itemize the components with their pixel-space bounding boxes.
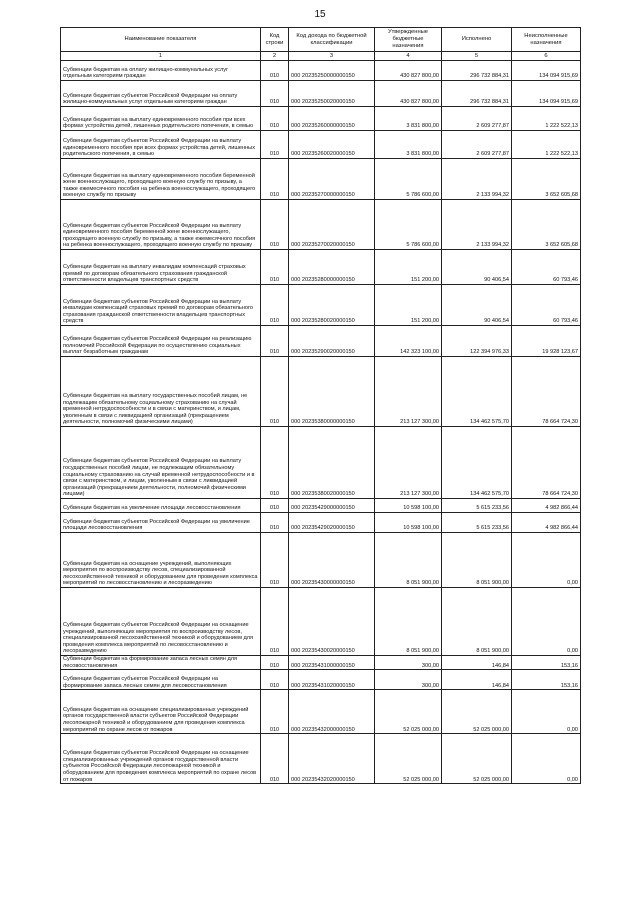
row-remaining: 1 222 522,13 (512, 131, 581, 159)
row-income-code: 000 20235431000000150 (289, 656, 375, 670)
row-name: Субвенции бюджетам субъектов Российской Федерации на формирование запаса лесных семян для лесовосстановления (61, 670, 261, 690)
row-line-code: 010 (261, 499, 289, 513)
row-line-code: 010 (261, 588, 289, 656)
table-row (61, 285, 581, 326)
row-approved: 52 025 000,00 (375, 690, 442, 734)
row-executed: 52 025 000,00 (442, 734, 512, 784)
row-income-code: 000 20235250020000150 (289, 81, 375, 107)
column-header-remaining: Неисполненные назначения (512, 28, 581, 52)
row-approved: 213 127 300,00 (375, 357, 442, 427)
row-name: Субвенции бюджетам на оснащение специализированных учреждений органов государственной власти субъектов Российской Федерации лесопожарной техникой и оборудованием для проведения комплекса мероприятий по охране лесов от пожаров (61, 690, 261, 734)
table-row (61, 357, 581, 427)
row-approved: 8 051 900,00 (375, 588, 442, 656)
row-executed: 2 609 277,87 (442, 131, 512, 159)
row-remaining: 3 652 605,68 (512, 159, 581, 200)
row-approved: 430 827 800,00 (375, 81, 442, 107)
row-remaining: 60 793,46 (512, 250, 581, 285)
column-header-indicator-name: Наименование показателя (61, 28, 261, 52)
row-executed: 122 394 976,33 (442, 326, 512, 357)
row-remaining: 0,00 (512, 533, 581, 588)
row-name: Субвенции бюджетам на оснащение учреждений, выполняющих мероприятия по воспроизводству лесов, специализированной лесохозяйственной техникой и оборудованием для проведения комплекса мероприятий по лесовосстановлению и лесоразведению (61, 533, 261, 588)
row-executed: 8 051 900,00 (442, 588, 512, 656)
row-name: Субвенции бюджетам на увеличение площади лесовосстановления (61, 499, 261, 513)
row-name: Субвенции бюджетам субъектов Российской Федерации на выплату инвалидам компенсаций страховых премий по договорам обязательного страхования гражданской ответственности владельцев транспортных средств (61, 285, 261, 326)
row-income-code: 000 20235290020000150 (289, 326, 375, 357)
row-income-code: 000 20235260000000150 (289, 107, 375, 131)
row-name: Субвенции бюджетам субъектов Российской Федерации на оснащение специализированных учреждений органов государственной власти субъектов Российской Федерации лесопожарной техникой и оборудованием для проведения комплекса мероприятий по охране лесов от пожаров (61, 734, 261, 784)
row-approved: 3 831 800,00 (375, 107, 442, 131)
table-row (61, 107, 581, 131)
row-line-code: 010 (261, 656, 289, 670)
row-name: Субвенции бюджетам на выплату инвалидам компенсаций страховых премий по договорам обязательного страхования гражданской ответственности владельцев транспортных средств (61, 250, 261, 285)
row-executed: 90 406,54 (442, 285, 512, 326)
row-income-code: 000 20235380000000150 (289, 357, 375, 427)
row-remaining: 78 664 724,30 (512, 357, 581, 427)
row-name: Субвенции бюджетам субъектов Российской Федерации на выплату единовременного пособия при всех формах устройства детей, лишенных родительского попечения, в семью (61, 131, 261, 159)
row-approved: 52 025 000,00 (375, 734, 442, 784)
row-remaining: 0,00 (512, 690, 581, 734)
column-number: 6 (512, 52, 581, 61)
row-line-code: 010 (261, 326, 289, 357)
row-approved: 5 786 600,00 (375, 200, 442, 250)
row-remaining: 153,16 (512, 656, 581, 670)
row-name: Субвенции бюджетам субъектов Российской Федерации на реализацию полномочий Российской Федерации по осуществлению социальных выплат безработным гражданам (61, 326, 261, 357)
row-approved: 5 786 600,00 (375, 159, 442, 200)
row-remaining: 4 982 866,44 (512, 499, 581, 513)
table-row (61, 250, 581, 285)
row-remaining: 0,00 (512, 588, 581, 656)
row-approved: 300,00 (375, 656, 442, 670)
row-remaining: 19 928 123,67 (512, 326, 581, 357)
table-row (61, 81, 581, 107)
row-income-code: 000 20235260020000150 (289, 131, 375, 159)
column-number: 1 (61, 52, 261, 61)
column-number: 5 (442, 52, 512, 61)
row-line-code: 010 (261, 357, 289, 427)
row-income-code: 000 20235280020000150 (289, 285, 375, 326)
row-executed: 90 406,54 (442, 250, 512, 285)
row-approved: 8 051 900,00 (375, 533, 442, 588)
row-line-code: 010 (261, 734, 289, 784)
row-approved: 151 200,00 (375, 285, 442, 326)
row-approved: 430 827 800,00 (375, 61, 442, 81)
row-name: Субвенции бюджетам субъектов Российской Федерации на выплату государственных пособий лицам, не подлежащим обязательному социальному страхованию на случай временной нетрудоспособности и в связи с материнством, и лицам, уволенным в связи с ликвидацией организаций (прекращением деятельности, полномочий физическими лицами) (61, 427, 261, 499)
row-income-code: 000 20235432000000150 (289, 690, 375, 734)
row-line-code: 010 (261, 131, 289, 159)
row-approved: 10 598 100,00 (375, 499, 442, 513)
page-number: 15 (314, 9, 326, 20)
column-number: 4 (375, 52, 442, 61)
row-executed: 296 732 884,31 (442, 61, 512, 81)
row-income-code: 000 20235380020000150 (289, 427, 375, 499)
row-income-code: 000 20235430000000150 (289, 533, 375, 588)
table-row (61, 513, 581, 533)
row-executed: 296 732 884,31 (442, 81, 512, 107)
table-row (61, 734, 581, 784)
table-row (61, 533, 581, 588)
table-row (61, 61, 581, 81)
column-number: 3 (289, 52, 375, 61)
table-header-row (61, 28, 581, 52)
budget-execution-table (60, 27, 581, 784)
row-income-code: 000 20235280000000150 (289, 250, 375, 285)
row-line-code: 010 (261, 690, 289, 734)
row-income-code: 000 20235429000000150 (289, 499, 375, 513)
row-line-code: 010 (261, 107, 289, 131)
table-row (61, 427, 581, 499)
row-executed: 5 615 233,56 (442, 499, 512, 513)
row-line-code: 010 (261, 61, 289, 81)
row-executed: 2 133 994,32 (442, 159, 512, 200)
row-executed: 8 051 900,00 (442, 533, 512, 588)
table-body (61, 61, 581, 784)
row-name: Субвенции бюджетам на выплату единовременного пособия беременной жене военнослужащего, проходящего военную службу по призыву, а также ежемесячного пособия на ребенка военнослужащего, проходящего военную службу по призыву (61, 159, 261, 200)
row-income-code: 000 20235431020000150 (289, 670, 375, 690)
row-line-code: 010 (261, 200, 289, 250)
row-name: Субвенции бюджетам на оплату жилищно-коммунальных услуг отдельным категориям граждан (61, 61, 261, 81)
table-row (61, 200, 581, 250)
row-income-code: 000 20235430020000150 (289, 588, 375, 656)
row-income-code: 000 20235270020000150 (289, 200, 375, 250)
column-numbers-row (61, 52, 581, 61)
row-approved: 213 127 300,00 (375, 427, 442, 499)
table-row (61, 131, 581, 159)
row-line-code: 010 (261, 427, 289, 499)
row-executed: 146,84 (442, 656, 512, 670)
table-row (61, 670, 581, 690)
row-remaining: 3 652 605,68 (512, 200, 581, 250)
row-income-code: 000 20235429020000150 (289, 513, 375, 533)
row-remaining: 134 094 915,69 (512, 81, 581, 107)
row-income-code: 000 20235250000000150 (289, 61, 375, 81)
row-line-code: 010 (261, 513, 289, 533)
row-name: Субвенции бюджетам на выплату государственных пособий лицам, не подлежащим обязательному социальному страхованию на случай временной нетрудоспособности и в связи с материнством, и лицам, уволенным в связи с ликвидацией организаций (прекращением деятельности, полномочий физическими лицами) (61, 357, 261, 427)
row-remaining: 0,00 (512, 734, 581, 784)
row-income-code: 000 20235432020000150 (289, 734, 375, 784)
table-row (61, 588, 581, 656)
row-name: Субвенции бюджетам на выплату единовременного пособия при всех формах устройства детей, лишенных родительского попечения, в семью (61, 107, 261, 131)
row-name: Субвенции бюджетам субъектов Российской Федерации на оплату жилищно-коммунальных услуг отдельным категориям граждан (61, 81, 261, 107)
row-executed: 134 462 575,70 (442, 357, 512, 427)
row-approved: 3 831 800,00 (375, 131, 442, 159)
row-line-code: 010 (261, 81, 289, 107)
row-executed: 5 615 233,56 (442, 513, 512, 533)
row-line-code: 010 (261, 670, 289, 690)
row-income-code: 000 20235270000000150 (289, 159, 375, 200)
row-line-code: 010 (261, 285, 289, 326)
row-line-code: 010 (261, 159, 289, 200)
row-executed: 134 462 575,70 (442, 427, 512, 499)
column-header-income-code: Код дохода по бюджетной классификации (289, 28, 375, 52)
row-approved: 10 598 100,00 (375, 513, 442, 533)
row-remaining: 1 222 522,13 (512, 107, 581, 131)
row-executed: 2 133 994,32 (442, 200, 512, 250)
table-row (61, 326, 581, 357)
column-header-approved: Утвержденные бюджетные назначения (375, 28, 442, 52)
row-remaining: 4 982 866,44 (512, 513, 581, 533)
row-name: Субвенции бюджетам субъектов Российской Федерации на увеличение площади лесовосстановления (61, 513, 261, 533)
row-line-code: 010 (261, 533, 289, 588)
column-number: 2 (261, 52, 289, 61)
table-row (61, 690, 581, 734)
column-header-executed: Исполнено (442, 28, 512, 52)
table-row (61, 159, 581, 200)
row-name: Субвенции бюджетам субъектов Российской Федерации на выплату единовременного пособия беременной жене военнослужащего, проходящего военную службу по призыву, а также ежемесячного пособия на ребенка военнослужащего, проходящего военную службу по призыву (61, 200, 261, 250)
row-approved: 142 323 100,00 (375, 326, 442, 357)
row-executed: 2 609 277,87 (442, 107, 512, 131)
row-executed: 52 025 000,00 (442, 690, 512, 734)
row-remaining: 60 793,46 (512, 285, 581, 326)
table-row (61, 499, 581, 513)
row-remaining: 134 094 915,69 (512, 61, 581, 81)
row-remaining: 153,16 (512, 670, 581, 690)
row-name: Субвенции бюджетам на формирование запаса лесных семян для лесовосстановления (61, 656, 261, 670)
row-executed: 146,84 (442, 670, 512, 690)
row-name: Субвенции бюджетам субъектов Российской Федерации на оснащение учреждений, выполняющих мероприятия по воспроизводству лесов, специализированной лесохозяйственной техникой и оборудованием для проведения комплекса мероприятий по лесовосстановлению и лесоразведению (61, 588, 261, 656)
row-line-code: 010 (261, 250, 289, 285)
table-row (61, 656, 581, 670)
row-approved: 300,00 (375, 670, 442, 690)
column-header-line-code: Код строки (261, 28, 289, 52)
row-approved: 151 200,00 (375, 250, 442, 285)
row-remaining: 78 664 724,30 (512, 427, 581, 499)
